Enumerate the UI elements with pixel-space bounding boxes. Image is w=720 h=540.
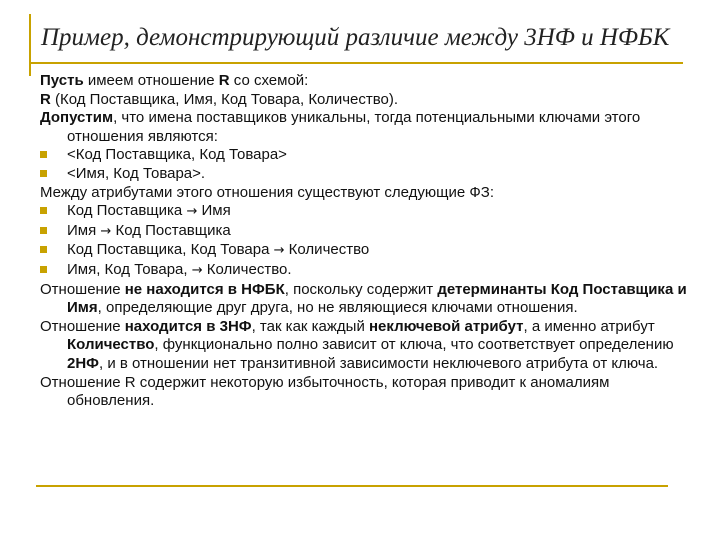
list-item-fd: Имя → Код Поставщика	[40, 222, 690, 242]
paragraph-not-bcnf: Отношение не находится в НФБК, поскольку содержит детерминанты Код Поставщика и Имя, определяющие друг друга, но не являющиеся ключами отношения.	[40, 280, 687, 317]
list-item-candidate-key: <Код Поставщика, Код Товара>	[40, 146, 690, 165]
list-item-fd: Код Поставщика → Имя	[40, 202, 690, 222]
paragraph-schema: R (Код Поставщика, Имя, Код Товара, Количество).	[40, 90, 399, 108]
square-bullet-icon	[40, 266, 47, 273]
footer-rule	[36, 485, 668, 487]
square-bullet-icon	[40, 227, 47, 234]
right-arrow-icon: →	[100, 223, 112, 239]
title-vertical-rule	[29, 14, 31, 76]
paragraph-fd-intro: Между атрибутами этого отношения существуют следующие ФЗ:	[40, 183, 495, 201]
list-item-fd: Имя, Код Товара, → Количество.	[40, 261, 690, 281]
title-underline-rule	[29, 62, 683, 64]
right-arrow-icon: →	[191, 262, 203, 278]
paragraph-redundancy: Отношение R содержит некоторую избыточность, которая приводит к аномалиям обновления.	[40, 373, 610, 410]
list-item-candidate-key: <Имя, Код Товара>.	[40, 165, 690, 184]
list-item-fd: Код Поставщика, Код Товара → Количество	[40, 241, 690, 261]
paragraph-assumption: Допустим, что имена поставщиков уникальны, тогда потенциальными ключами этого отношения являются:	[40, 109, 641, 145]
paragraph-is-3nf: Отношение находится в 3НФ, так как каждый неключевой атрибут, а именно атрибут Количество, функционально полно зависит от ключа, что соответствует определению 2НФ, и в отношении нет транзитивной зависимости неключевого атрибута от ключа.	[40, 317, 674, 372]
paragraph-schema-intro: Пусть имеем отношение R со схемой:	[40, 72, 309, 89]
slide-title: Пример, демонстрирующий различие между 3НФ и НФБК	[41, 24, 670, 51]
slide-body	[40, 72, 690, 411]
square-bullet-icon	[40, 151, 47, 158]
right-arrow-icon: →	[186, 204, 198, 220]
right-arrow-icon: →	[273, 243, 285, 259]
square-bullet-icon	[40, 207, 47, 214]
square-bullet-icon	[40, 246, 47, 253]
square-bullet-icon	[40, 170, 47, 177]
